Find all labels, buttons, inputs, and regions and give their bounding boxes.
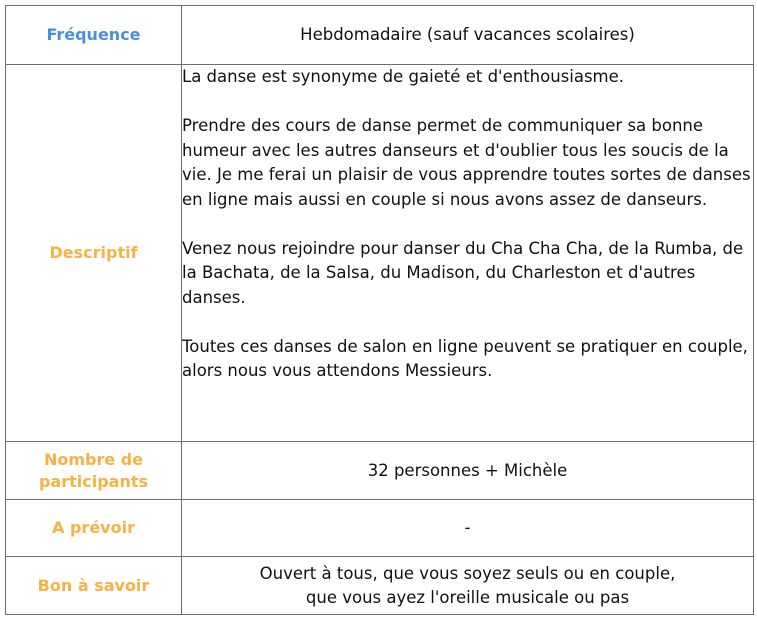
nombre-label bbox=[6, 442, 182, 500]
nombre-label-line: Nombre de bbox=[43, 449, 144, 469]
savoir-value bbox=[182, 557, 754, 615]
row-a-prevoir bbox=[6, 500, 754, 557]
row-bon-a-savoir bbox=[6, 557, 754, 615]
savoir-value-line: que vous ayez l'oreille musicale ou pas bbox=[305, 587, 630, 607]
prevoir-label: A prévoir bbox=[6, 500, 182, 557]
descriptif-paragraph: La danse est synonyme de gaieté et d'enthousiasme. bbox=[182, 67, 625, 86]
frequence-value: Hebdomadaire (sauf vacances scolaires) bbox=[182, 6, 754, 65]
descriptif-paragraph: Toutes ces danses de salon en ligne peuvent se pratiquer en couple, alors nous vous attendons Messieurs. bbox=[182, 336, 748, 380]
savoir-value-line: Ouvert à tous, que vous soyez seuls ou en couple, bbox=[259, 563, 676, 583]
row-descriptif bbox=[6, 65, 754, 442]
row-nombre-participants bbox=[6, 442, 754, 500]
nombre-label-line: participants bbox=[38, 471, 149, 491]
descriptif-label: Descriptif bbox=[6, 65, 182, 442]
activity-info-table bbox=[5, 5, 754, 615]
nombre-value: 32 personnes + Michèle bbox=[182, 442, 754, 500]
savoir-label: Bon à savoir bbox=[6, 557, 182, 615]
row-frequence bbox=[6, 6, 754, 65]
descriptif-paragraph: Prendre des cours de danse permet de communiquer sa bonne humeur avec les autres danseurs et d'oublier tous les soucis de la vie. Je me ferai un plaisir de vous apprendre toutes sortes de danses en ligne mais aussi en couple si nous avons assez de danseurs. bbox=[182, 116, 751, 209]
prevoir-value: - bbox=[182, 500, 754, 557]
frequence-label: Fréquence bbox=[6, 6, 182, 65]
descriptif-paragraph: Venez nous rejoindre pour danser du Cha Cha Cha, de la Rumba, de la Bachata, de la Salsa, du Madison, du Charleston et d'autres danses. bbox=[182, 238, 744, 307]
descriptif-text bbox=[182, 65, 754, 442]
